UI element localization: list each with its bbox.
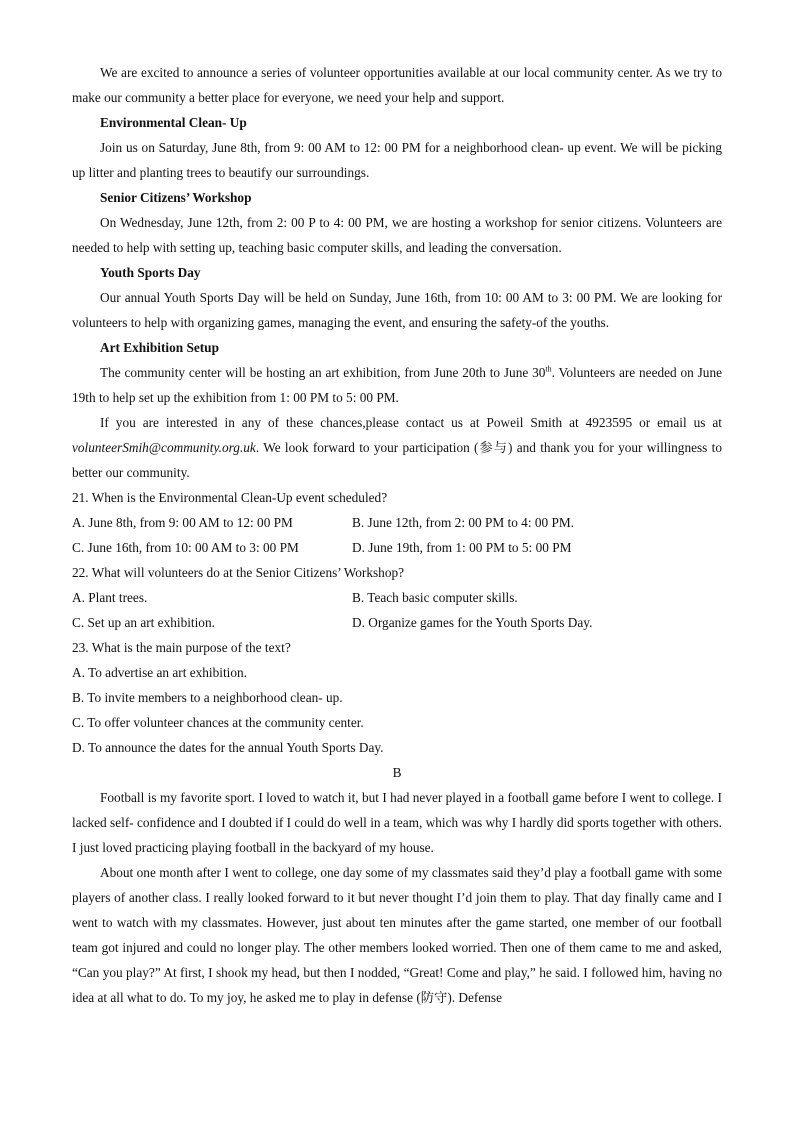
- question-23-option-b: B. To invite members to a neighborhood clean- up.: [72, 690, 343, 705]
- question-21-option-b: B. June 12th, from 2: 00 PM to 4: 00 PM.: [352, 515, 575, 530]
- question-21-options-row-1: [72, 510, 722, 535]
- passage-b-paragraph-1: Football is my favorite sport. I loved to watch it, but I had never played in a football game before I went to college. I lacked self- confidence and I doubted if I could do well in a team, which was why I hardly did sports together with others. I just loved practicing playing football in the backyard of my house.: [72, 790, 722, 855]
- exam-page: [72, 60, 722, 1010]
- contact-email: volunteerSmih@community.org.uk: [72, 440, 256, 455]
- question-23-option-a: A. To advertise an art exhibition.: [72, 665, 247, 680]
- intro-paragraph: We are excited to announce a series of volunteer opportunities available at our local community center. As we try to make our community a better place for everyone, we need your help and support.: [72, 65, 722, 105]
- passage-b-paragraph-2: About one month after I went to college, one day some of my classmates said they’d play a football game with some players of another class. I really looked forward to it but never thought I’d join them to play. That day finally came and I went to watch with my classmates. However, just about ten minutes after the game started, one member of our football team got injured and could no longer play. The other members looked worried. Then one of them came to me and asked, “Can you play?” At first, I shook my head, but then I nodded, “Great! Come and play,” he said. I followed him, having no idea at all what to do. To my joy, he asked me to play in defense (防守). Defense: [72, 865, 722, 1005]
- contact-text-after: . We look forward to your participation (参与) and thank you for your willingness to better our community.: [72, 440, 722, 480]
- section-body-workshop: On Wednesday, June 12th, from 2: 00 P to 4: 00 PM, we are hosting a workshop for senior citizens. Volunteers are needed to help with setting up, teaching basic computer skills, and leading the conversation.: [72, 215, 722, 255]
- question-23-option-c: C. To offer volunteer chances at the community center.: [72, 715, 364, 730]
- section-heading-cleanup: Environmental Clean- Up: [100, 115, 247, 130]
- question-22-option-b: B. Teach basic computer skills.: [352, 590, 518, 605]
- question-23-stem: 23. What is the main purpose of the text?: [72, 640, 291, 655]
- section-heading-art: Art Exhibition Setup: [100, 340, 219, 355]
- question-21-options-row-2: [72, 535, 722, 560]
- passage-b-label: B: [392, 765, 402, 780]
- art-body-superscript: th: [545, 364, 552, 374]
- section-body-sports: Our annual Youth Sports Day will be held on Sunday, June 16th, from 10: 00 AM to 3: 00 PM. We are looking for volunteers to help with organizing games, managing the event, and ensuring the safety-of the youths.: [72, 290, 722, 330]
- question-22-option-c: C. Set up an art exhibition.: [72, 615, 215, 630]
- question-22-options-row-1: [72, 585, 722, 610]
- art-body-part1: The community center will be hosting an art exhibition, from June 20th to June 30: [100, 365, 546, 380]
- question-23-option-d: D. To announce the dates for the annual Youth Sports Day.: [72, 740, 384, 755]
- question-22-option-a: A. Plant trees.: [72, 590, 148, 605]
- question-22-stem: 22. What will volunteers do at the Senior Citizens’ Workshop?: [72, 565, 405, 580]
- art-body-part2: . Volunteers are needed on June 19th to help set up the exhibition from 1: 00 PM to 5: 00 PM.: [72, 365, 723, 405]
- section-body-art: [72, 360, 722, 410]
- question-21-option-c: C. June 16th, from 10: 00 AM to 3: 00 PM: [72, 540, 299, 555]
- question-21-option-a: A. June 8th, from 9: 00 AM to 12: 00 PM: [72, 515, 293, 530]
- section-heading-workshop: Senior Citizens’ Workshop: [100, 190, 252, 205]
- section-heading-sports: Youth Sports Day: [100, 265, 201, 280]
- question-22-options-row-2: [72, 610, 722, 635]
- question-21-option-d: D. June 19th, from 1: 00 PM to 5: 00 PM: [352, 540, 572, 555]
- contact-paragraph: [72, 410, 722, 485]
- section-body-cleanup: Join us on Saturday, June 8th, from 9: 00 AM to 12: 00 PM for a neighborhood clean- up event. We will be picking up litter and planting trees to beautify our surroundings.: [72, 140, 722, 180]
- question-21-stem: 21. When is the Environmental Clean-Up event scheduled?: [72, 490, 388, 505]
- contact-text-before: If you are interested in any of these chances,please contact us at Poweil Smith at 4923595 or email us at: [100, 415, 722, 430]
- question-22-option-d: D. Organize games for the Youth Sports Day.: [352, 615, 593, 630]
